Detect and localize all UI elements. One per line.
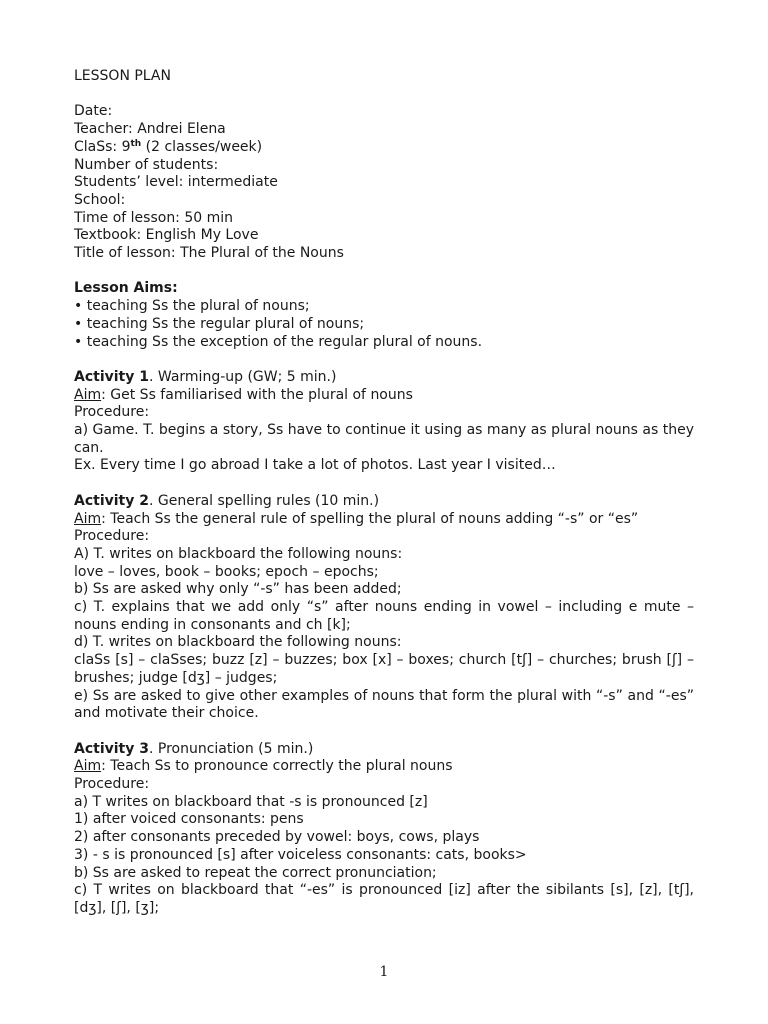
activity2-heading xyxy=(74,493,694,511)
teacher-line: Teacher: Andrei Elena xyxy=(74,121,226,138)
activity3-heading xyxy=(74,741,694,759)
activity1-title: . Warming-up (GW; 5 min.) xyxy=(148,368,337,385)
activity3-title: . Pronunciation (5 min.) xyxy=(148,740,314,757)
activity1-heading xyxy=(74,369,694,387)
aim-label: Aim xyxy=(74,386,102,403)
activity3-step-c: c) T writes on blackboard that “-es” is pronounced [iz] after the sibilants [s], [z], [tʃ], [dʒ], [ʃ], [ʒ]; xyxy=(74,882,694,916)
aim-label: Aim xyxy=(74,510,102,527)
activity3-point-1: 1) after voiced consonants: pens xyxy=(74,811,304,828)
activity3-step-b: b) Ss are asked to repeat the correct pronunciation; xyxy=(74,864,437,881)
activity2-step-A: A) T. writes on blackboard the following nouns: xyxy=(74,545,403,562)
aim-label: Aim xyxy=(74,758,102,775)
class-prefix: ClaSs: 9 xyxy=(74,138,131,155)
procedure-label: Procedure: xyxy=(74,528,150,545)
students-line: Number of students: xyxy=(74,156,219,173)
activity2-step-b: b) Ss are asked why only “-s” has been added; xyxy=(74,581,402,598)
class-suffix: (2 classes/week) xyxy=(141,138,263,155)
activity1-aim xyxy=(74,387,694,405)
class-line xyxy=(74,139,694,157)
time-line: Time of lesson: 50 min xyxy=(74,209,234,226)
activity2-step-d: d) T. writes on blackboard the following nouns: xyxy=(74,634,402,651)
school-line: School: xyxy=(74,191,126,208)
aim-item: • teaching Ss the exception of the regular plural of nouns. xyxy=(74,333,483,350)
document-title: LESSON PLAN xyxy=(74,68,171,84)
lesson-plan-body xyxy=(74,68,694,918)
activity3-label: Activity 3 xyxy=(74,740,149,757)
activity3-point-3: 3) - s is pronounced [s] after voiceless consonants: cats, books> xyxy=(74,846,527,863)
aim-text: : Teach Ss to pronounce correctly the plural nouns xyxy=(101,758,453,775)
aim-text: : Teach Ss the general rule of spelling the plural of nouns adding “-s” or “es” xyxy=(101,510,639,527)
aim-item: • teaching Ss the plural of nouns; xyxy=(74,298,310,315)
page-number: 1 xyxy=(379,964,389,980)
date-line: Date: xyxy=(74,103,113,120)
activity3-aim xyxy=(74,758,694,776)
aims-heading: Lesson Aims: xyxy=(74,280,178,297)
activity2-d-examples: claSs [s] – claSses; buzz [z] – buzzes; box [x] – boxes; church [tʃ] – churches; brush [ʃ] – brushes; judge [dʒ] – judges; xyxy=(74,652,694,686)
aim-item: • teaching Ss the regular plural of nouns; xyxy=(74,315,365,332)
activity2-step-e: e) Ss are asked to give other examples of nouns that form the plural with “-s” and “-es” and motivate their choice. xyxy=(74,687,694,722)
activity1-example: Ex. Every time I go abroad I take a lot of photos. Last year I visited… xyxy=(74,457,556,474)
activity3-point-2: 2) after consonants preceded by vowel: boys, cows, plays xyxy=(74,829,480,846)
procedure-label: Procedure: xyxy=(74,404,150,421)
activity2-title: . General spelling rules (10 min.) xyxy=(148,492,380,509)
class-superscript: th xyxy=(130,138,142,149)
aim-text: : Get Ss familiarised with the plural of nouns xyxy=(101,386,413,403)
activity2-label: Activity 2 xyxy=(74,492,149,509)
activity1-step-a: a) Game. T. begins a story, Ss have to continue it using as many as plural nouns as they can. xyxy=(74,422,694,456)
procedure-label: Procedure: xyxy=(74,776,150,793)
activity2-step-c: c) T. explains that we add only “s” after nouns ending in vowel – including e mute – nouns ending in consonants and ch [k]; xyxy=(74,599,694,633)
textbook-line: Textbook: English My Love xyxy=(74,227,259,244)
lesson-title-line: Title of lesson: The Plural of the Nouns xyxy=(74,245,344,262)
activity2-aim xyxy=(74,511,694,529)
activity2-examples: love – loves, book – books; epoch – epochs; xyxy=(74,563,379,580)
activity1-label: Activity 1 xyxy=(74,368,149,385)
activity3-step-a: a) T writes on blackboard that -s is pronounced [z] xyxy=(74,793,428,810)
level-line: Students’ level: intermediate xyxy=(74,174,278,191)
